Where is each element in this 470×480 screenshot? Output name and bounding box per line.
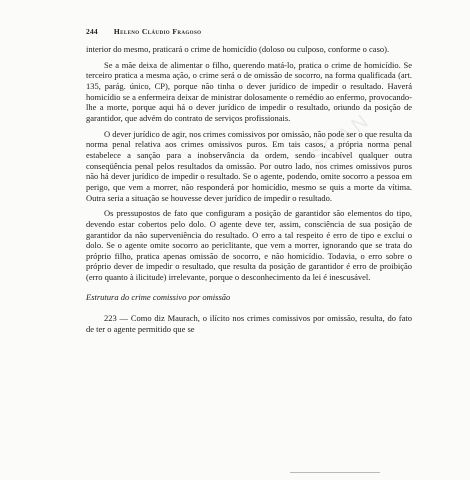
body-text xyxy=(86,44,412,335)
scan-edge-line xyxy=(290,472,380,473)
paragraph-homicide-examples: Se a mãe deixa de alimentar o filho, querendo matá-lo, pratica o crime de homicídio. Se terceiro pratica a mesma ação, o crime será o de omissão de socorro, na forma qualificada (art. 135, parág. único, CP), porque não tinha o dever jurídico de impedir o resultado. Haverá homicídio se a enfermeira deixar de ministrar dolosamente o remédio ao enfermo, provocando-lhe a morte, porque aqui há o dever jurídico de impedir o resultado, oriundo da posição de garantidor, que advém do contrato de serviços profissionais. xyxy=(86,59,412,123)
section-heading: Estrutura do crime comissivo por omissão xyxy=(86,291,231,302)
running-head-author: Heleno Cláudio Fragoso xyxy=(113,27,202,36)
paragraph-continuation: interior do mesmo, praticará o crime de homicídio (doloso ou culposo, conforme o caso). xyxy=(86,44,390,54)
paragraph-section-223: 223 — Como diz Maurach, o ilícito nos crimes comissivos por omissão, resulta, do fato de ter o agente permitido que se xyxy=(86,313,412,335)
paragraph-guarantor-premises: Os pressupostos de fato que configuram a posição de garantidor são elementos do tipo, devendo estar cobertos pelo dolo. O agente deve ter, assim, consciência de sua posição de garantidor da não superveniência do resultado. O erro a tal respeito é erro de tipo e exclui o dolo. Se o agente omite socorro ao periclitante, que vem a morrer, ignorando que se trata do próprio filho, pratica apenas omissão de socorro, e não homicídio. Todavia, o erro sobre o próprio dever de impedir o resultado, que resulta da posição de garantidor é erro de proibição (erro quanto à ilicitude) irrelevante, porque o desconhecimento da lei é inescusável. xyxy=(86,208,412,283)
paragraph-legal-duty: O dever jurídico de agir, nos crimes comissivos por omissão, não pode ser o que resulta da norma penal relativa aos crimes omissivos puros. Em tais casos, a própria norma penal estabelece a sanção para a inobservância da ordem, sendo incabível qualquer outra conseqüência penal pelos resultados da omissão. Por outro lado, nos crimes omissivos puros não há dever jurídico de impedir o resultado. Se o agente, podendo, omite socorro a pessoa em perigo, que vem a morrer, não responderá por homicídio, mesmo se quis a morte da vítima. Outra seria a situação se houvesse dever jurídico de impedir o resultado. xyxy=(86,128,412,203)
page-number: 244 xyxy=(86,27,98,36)
running-head xyxy=(86,27,412,36)
faint-watermark: SCAN xyxy=(305,108,376,170)
